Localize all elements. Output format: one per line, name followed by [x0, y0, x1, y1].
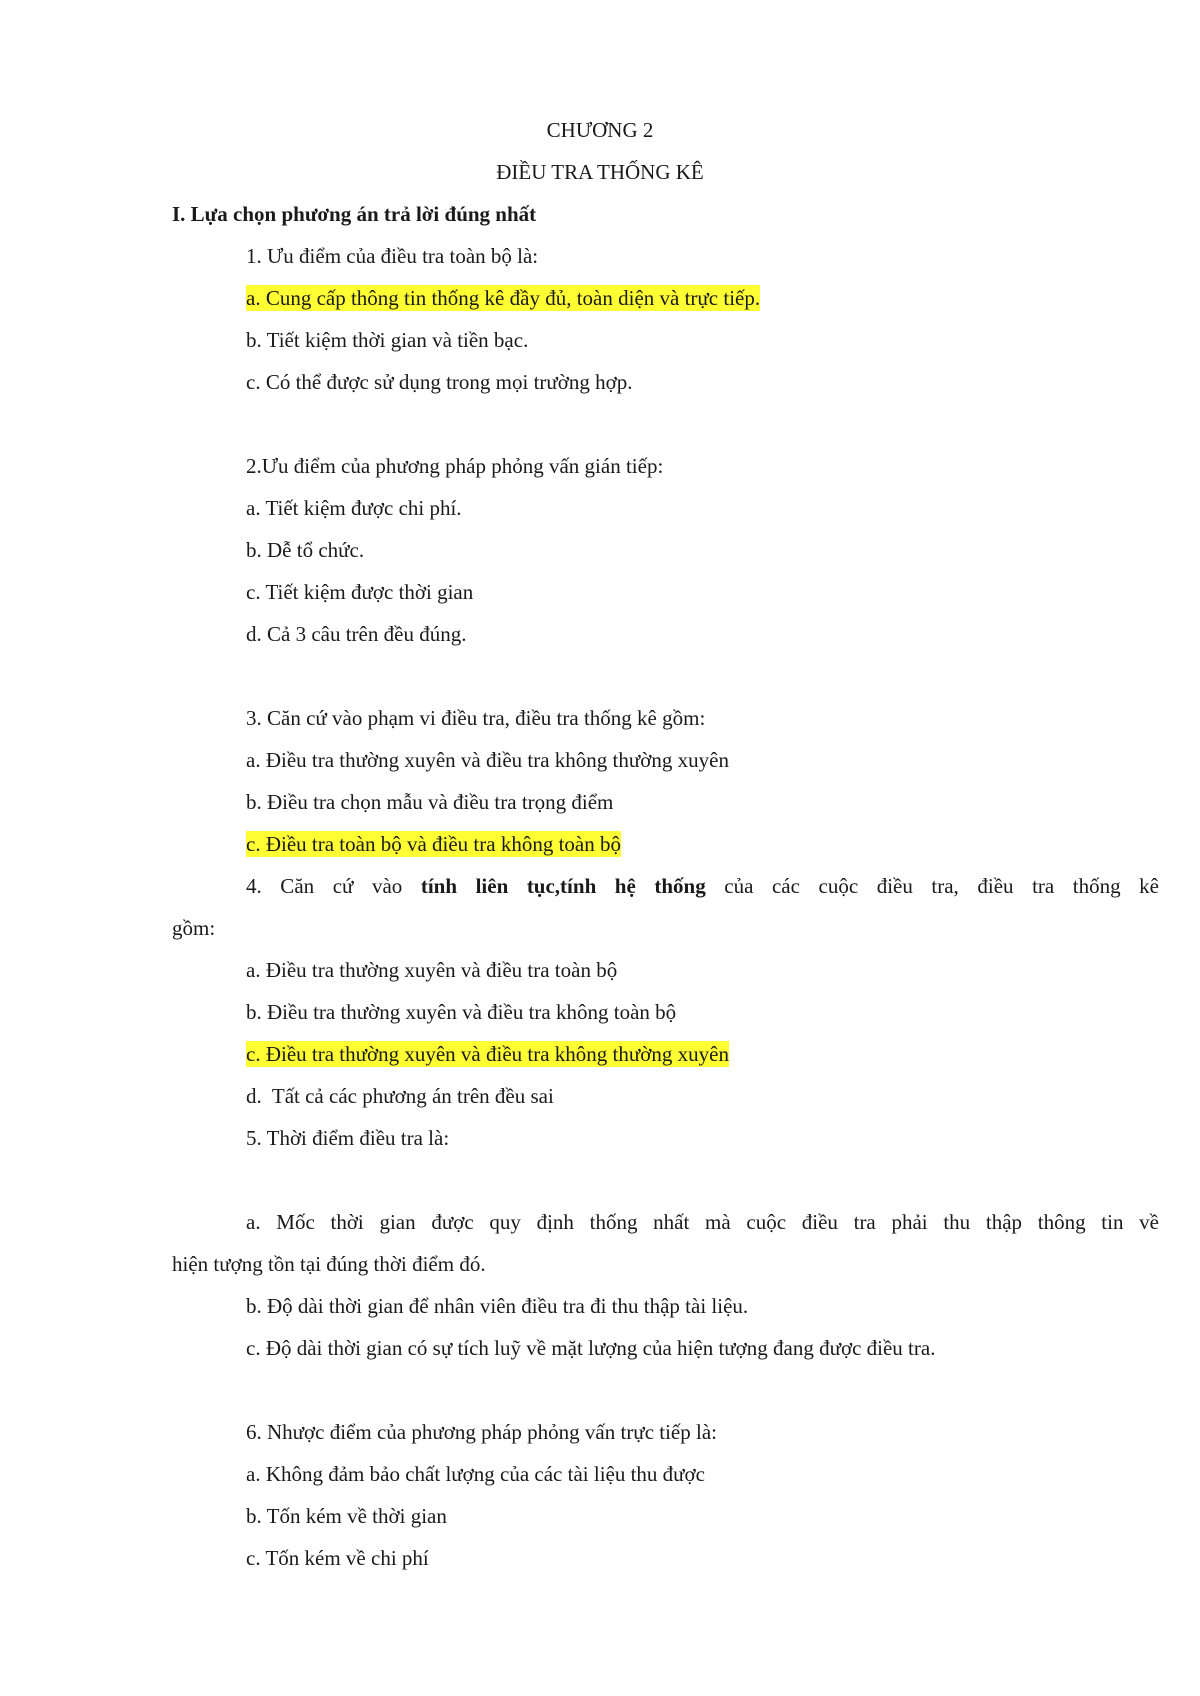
q3-option-c: c. Điều tra toàn bộ và điều tra không toàn bộ	[246, 832, 621, 856]
question-6: 6. Nhược điểm của phương pháp phỏng vấn trực tiếp là:	[246, 1420, 717, 1444]
question-4	[246, 873, 1159, 899]
question-2: 2.Ưu điểm của phương pháp phỏng vấn gián tiếp:	[246, 454, 664, 478]
q2-option-d: d. Cả 3 câu trên đều đúng.	[246, 622, 467, 646]
q6-option-b: b. Tốn kém về thời gian	[246, 1504, 447, 1528]
q5-option-b: b. Độ dài thời gian để nhân viên điều tra đi thu thập tài liệu.	[246, 1294, 749, 1318]
q3-option-b: b. Điều tra chọn mẫu và điều tra trọng điểm	[246, 790, 614, 814]
section-heading: I. Lựa chọn phương án trả lời đúng nhất	[172, 202, 537, 226]
q4-text-pre: 4. Căn cứ vào	[246, 874, 421, 898]
q1-option-a: a. Cung cấp thông tin thống kê đầy đủ, toàn diện và trực tiếp.	[246, 286, 761, 310]
q2-option-a: a. Tiết kiệm được chi phí.	[246, 496, 462, 520]
q4-option-b: b. Điều tra thường xuyên và điều tra không toàn bộ	[246, 1000, 677, 1024]
q3-option-a: a. Điều tra thường xuyên và điều tra không thường xuyên	[246, 748, 729, 772]
q2-option-c: c. Tiết kiệm được thời gian	[246, 580, 474, 604]
question-1: 1. Ưu điểm của điều tra toàn bộ là:	[246, 244, 539, 268]
question-3: 3. Căn cứ vào phạm vi điều tra, điều tra thống kê gồm:	[246, 706, 706, 730]
q1-option-c: c. Có thể được sử dụng trong mọi trường hợp.	[246, 370, 633, 394]
q2-option-b: b. Dễ tổ chức.	[246, 538, 365, 562]
q4-option-d: d. Tất cả các phương án trên đều sai	[246, 1084, 554, 1108]
q6-option-a: a. Không đảm bảo chất lượng của các tài liệu thu được	[246, 1462, 705, 1486]
q5-option-a-line2: hiện tượng tồn tại đúng thời điểm đó.	[172, 1252, 486, 1276]
q4-text-post: của các cuộc điều tra, điều tra thống kê	[705, 874, 1159, 898]
q5-option-a-line1: a. Mốc thời gian được quy định thống nhất mà cuộc điều tra phải thu thập thông tin về	[246, 1210, 1159, 1234]
q4-option-c: c. Điều tra thường xuyên và điều tra không thường xuyên	[246, 1042, 729, 1066]
q1-option-b: b. Tiết kiệm thời gian và tiền bạc.	[246, 328, 529, 352]
q6-option-c: c. Tốn kém về chi phí	[246, 1546, 429, 1570]
question-4-continuation: gồm:	[172, 916, 216, 940]
chapter-title: CHƯƠNG 2	[546, 118, 654, 142]
q4-option-a: a. Điều tra thường xuyên và điều tra toàn bộ	[246, 958, 618, 982]
question-5: 5. Thời điểm điều tra là:	[246, 1126, 450, 1150]
q5-option-c: c. Độ dài thời gian có sự tích luỹ về mặt lượng của hiện tượng đang được điều tra.	[246, 1336, 936, 1360]
chapter-subtitle: ĐIỀU TRA THỐNG KÊ	[496, 160, 704, 184]
q4-text-bold: tính liên tục,tính hệ thống	[420, 874, 706, 898]
